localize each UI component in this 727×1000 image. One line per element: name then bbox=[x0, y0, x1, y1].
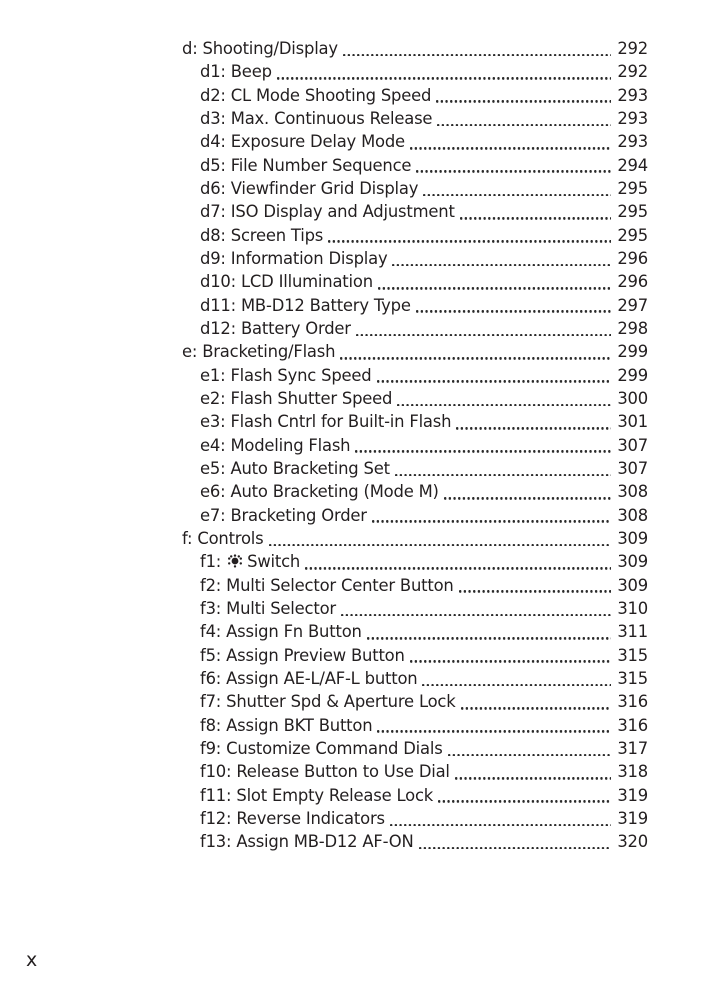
toc-entry-page: 295 bbox=[617, 178, 648, 198]
toc-sub-entry bbox=[182, 457, 648, 480]
toc-sub-entry bbox=[182, 247, 648, 270]
toc-entry-label: d3: Max. Continuous Release bbox=[200, 108, 433, 128]
toc-entry-label: e4: Modeling Flash bbox=[200, 435, 351, 455]
dot-leader bbox=[390, 457, 616, 480]
toc-sub-entry bbox=[182, 294, 648, 317]
toc-sub-entry bbox=[182, 434, 648, 457]
dot-leader bbox=[387, 247, 616, 270]
toc-entry-label: d7: ISO Display and Adjustment bbox=[200, 202, 455, 222]
dot-leader bbox=[372, 714, 616, 737]
toc-entry-page: 301 bbox=[617, 412, 648, 432]
toc-entry-page: 300 bbox=[617, 388, 648, 408]
dot-leader bbox=[351, 317, 616, 340]
dot-leader bbox=[335, 340, 616, 363]
toc-entry-page: 315 bbox=[617, 668, 648, 688]
toc-entry-page: 295 bbox=[617, 225, 648, 245]
dot-leader bbox=[323, 224, 616, 247]
dot-leader bbox=[456, 690, 616, 713]
toc-entry-page: 310 bbox=[617, 598, 648, 618]
toc-entry-label: d12: Battery Order bbox=[200, 318, 351, 338]
toc-entry-label: f9: Customize Command Dials bbox=[200, 738, 443, 758]
dot-leader bbox=[411, 294, 616, 317]
toc-entry-label: f12: Reverse Indicators bbox=[200, 808, 385, 828]
toc-entry-page: 317 bbox=[617, 738, 648, 758]
toc-sub-entry bbox=[182, 84, 648, 107]
toc-entry-page: 296 bbox=[617, 248, 648, 268]
toc-entry-label: e: Bracketing/Flash bbox=[182, 342, 336, 362]
toc-entry-page: 307 bbox=[617, 458, 648, 478]
dot-leader bbox=[433, 784, 616, 807]
dot-leader bbox=[455, 200, 616, 223]
toc-sub-entry bbox=[182, 60, 648, 83]
toc-entry-page: 294 bbox=[617, 155, 648, 175]
toc-entry-label: f1: bbox=[200, 552, 222, 572]
dot-leader bbox=[418, 177, 616, 200]
toc-entry-label: d10: LCD Illumination bbox=[200, 272, 373, 292]
dot-leader bbox=[367, 504, 616, 527]
toc-entry-page: 296 bbox=[617, 272, 648, 292]
toc-sub-entry bbox=[182, 270, 648, 293]
toc-sub-entry bbox=[182, 387, 648, 410]
dot-leader bbox=[439, 480, 616, 503]
dot-leader bbox=[414, 830, 616, 853]
toc-entry-label: e1: Flash Sync Speed bbox=[200, 365, 372, 385]
dot-leader bbox=[338, 37, 616, 60]
toc-sub-entry bbox=[182, 807, 648, 830]
toc-entry-label: f3: Multi Selector bbox=[200, 598, 336, 618]
toc-entry-label: e6: Auto Bracketing (Mode M) bbox=[200, 482, 439, 502]
toc-sub-entry bbox=[182, 410, 648, 433]
toc-sub-entry bbox=[182, 620, 648, 643]
toc-sub-entry bbox=[182, 154, 648, 177]
toc-entry-page: 293 bbox=[617, 108, 648, 128]
toc-entry-label: f2: Multi Selector Center Button bbox=[200, 575, 454, 595]
toc-sub-entry bbox=[182, 317, 648, 340]
toc-entry-label: f6: Assign AE-L/AF-L button bbox=[200, 668, 418, 688]
toc-entry-label: f5: Assign Preview Button bbox=[200, 645, 405, 665]
toc-entry-page: 298 bbox=[617, 318, 648, 338]
toc-entry-label: f8: Assign BKT Button bbox=[200, 715, 373, 735]
toc-entry-page: 311 bbox=[617, 622, 648, 642]
toc-entry-page: 320 bbox=[617, 832, 648, 852]
toc-section-entry bbox=[182, 527, 648, 550]
toc-entry-label: f10: Release Button to Use Dial bbox=[200, 762, 450, 782]
dot-leader bbox=[300, 550, 616, 573]
toc-entry-page: 315 bbox=[617, 645, 648, 665]
toc-sub-entry bbox=[182, 364, 648, 387]
toc-entry-label: f4: Assign Fn Button bbox=[200, 622, 362, 642]
toc-entry-label: d4: Exposure Delay Mode bbox=[200, 132, 405, 152]
toc-section-entry bbox=[182, 340, 648, 363]
toc-sub-entry bbox=[182, 107, 648, 130]
folio-page-number: x bbox=[26, 949, 38, 971]
dot-leader bbox=[336, 597, 616, 620]
table-of-contents bbox=[182, 37, 648, 853]
toc-sub-entry bbox=[182, 830, 648, 853]
toc-entry-label: d5: File Number Sequence bbox=[200, 155, 412, 175]
toc-sub-entry bbox=[182, 597, 648, 620]
dot-leader bbox=[405, 130, 616, 153]
dot-leader bbox=[450, 760, 616, 783]
toc-entry-label: d9: Information Display bbox=[200, 248, 388, 268]
toc-entry-page: 293 bbox=[617, 132, 648, 152]
toc-sub-entry bbox=[182, 690, 648, 713]
toc-entry-page: 318 bbox=[617, 762, 648, 782]
dot-leader bbox=[454, 574, 616, 597]
toc-entry-page: 308 bbox=[617, 505, 648, 525]
toc-entry-page: 299 bbox=[617, 342, 648, 362]
toc-entry-label: d1: Beep bbox=[200, 62, 272, 82]
toc-sub-entry bbox=[182, 480, 648, 503]
toc-sub-entry bbox=[182, 224, 648, 247]
toc-entry-label: f11: Slot Empty Release Lock bbox=[200, 785, 434, 805]
dot-leader bbox=[373, 270, 616, 293]
dot-leader bbox=[272, 60, 616, 83]
toc-entry-page: 307 bbox=[617, 435, 648, 455]
toc-entry-page: 316 bbox=[617, 715, 648, 735]
toc-entry-label-suffix: Switch bbox=[247, 552, 301, 572]
dot-leader bbox=[350, 434, 616, 457]
toc-entry-page: 309 bbox=[617, 552, 648, 572]
toc-entry-page: 319 bbox=[617, 785, 648, 805]
toc-entry-label: f13: Assign MB-D12 AF-ON bbox=[200, 832, 414, 852]
dot-leader bbox=[405, 644, 616, 667]
toc-entry-label: d11: MB-D12 Battery Type bbox=[200, 295, 411, 315]
dot-leader bbox=[264, 527, 616, 550]
dot-leader bbox=[417, 667, 616, 690]
toc-entry-label: e3: Flash Cntrl for Built-in Flash bbox=[200, 412, 452, 432]
toc-sub-entry bbox=[182, 667, 648, 690]
dot-leader bbox=[431, 84, 616, 107]
dot-leader bbox=[451, 410, 616, 433]
toc-entry-label: f7: Shutter Spd & Aperture Lock bbox=[200, 692, 456, 712]
toc-entry-page: 299 bbox=[617, 365, 648, 385]
toc-entry-page: 295 bbox=[617, 202, 648, 222]
toc-entry-page: 316 bbox=[617, 692, 648, 712]
toc-entry-page: 293 bbox=[617, 85, 648, 105]
toc-sub-entry bbox=[182, 760, 648, 783]
toc-entry-label: d2: CL Mode Shooting Speed bbox=[200, 85, 432, 105]
toc-entry-label: d8: Screen Tips bbox=[200, 225, 324, 245]
toc-entry-label: f: Controls bbox=[182, 528, 264, 548]
toc-sub-entry bbox=[182, 550, 648, 573]
toc-entry-page: 297 bbox=[617, 295, 648, 315]
dot-leader bbox=[372, 364, 616, 387]
dot-leader bbox=[443, 737, 616, 760]
toc-entry-page: 308 bbox=[617, 482, 648, 502]
toc-sub-entry bbox=[182, 784, 648, 807]
dot-leader bbox=[392, 387, 616, 410]
toc-entry-page: 319 bbox=[617, 808, 648, 828]
toc-entry-page: 309 bbox=[617, 528, 648, 548]
dot-leader bbox=[411, 154, 616, 177]
toc-entry-label: e7: Bracketing Order bbox=[200, 505, 367, 525]
toc-entry-page: 309 bbox=[617, 575, 648, 595]
toc-entry-label: d: Shooting/Display bbox=[182, 39, 338, 58]
toc-sub-entry bbox=[182, 714, 648, 737]
toc-entry-page: 292 bbox=[617, 39, 648, 58]
toc-sub-entry bbox=[182, 504, 648, 527]
dot-leader bbox=[385, 807, 616, 830]
dot-leader bbox=[432, 107, 616, 130]
toc-entry-label: d6: Viewfinder Grid Display bbox=[200, 178, 419, 198]
toc-sub-entry bbox=[182, 200, 648, 223]
toc-entry-page: 292 bbox=[617, 62, 648, 82]
toc-section-entry bbox=[182, 37, 648, 60]
toc-sub-entry bbox=[182, 177, 648, 200]
toc-sub-entry bbox=[182, 130, 648, 153]
toc-sub-entry bbox=[182, 574, 648, 597]
toc-sub-entry bbox=[182, 644, 648, 667]
toc-entry-label: e5: Auto Bracketing Set bbox=[200, 458, 390, 478]
dot-leader bbox=[362, 620, 616, 643]
toc-entry-label: e2: Flash Shutter Speed bbox=[200, 388, 393, 408]
illuminator-switch-icon bbox=[226, 551, 244, 565]
toc-sub-entry bbox=[182, 737, 648, 760]
